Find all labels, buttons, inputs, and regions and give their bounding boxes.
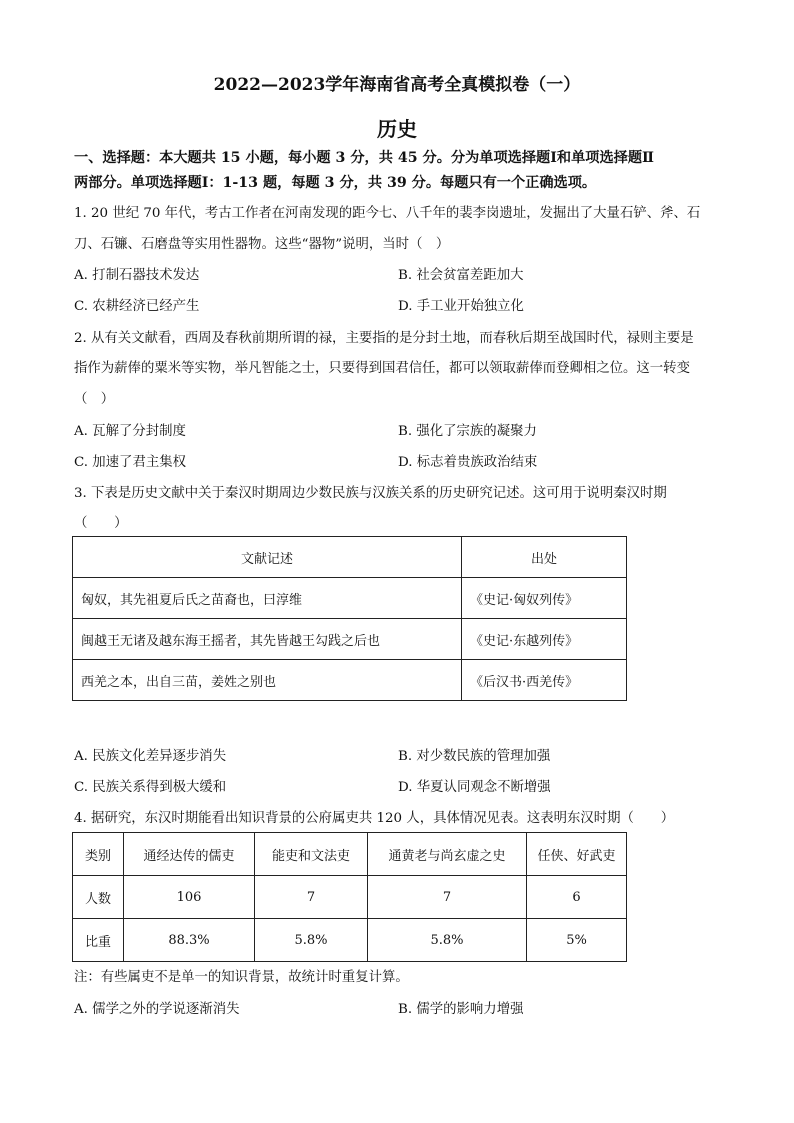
question-2-option-d[interactable]: D. 标志着贵族政治结束 — [398, 455, 538, 470]
question-1-option-c[interactable]: C. 农耕经济已经产生 — [74, 299, 200, 314]
table-row — [73, 578, 627, 619]
table-row — [73, 619, 627, 660]
question-4-line-1: 4. 据研究，东汉时期能看出知识背景的公府属吏共 120 人，具体情况见表。这表明东汉时期（ ） — [74, 811, 675, 826]
table-header-cell: 文献记述 — [73, 537, 462, 578]
question-1-line-2: 刀、石镰、石磨盘等实用性器物。这些“器物”说明，当时（ ） — [74, 237, 450, 252]
table-cell: 任侠、好武吏 — [527, 833, 627, 876]
table-cell: 比重 — [73, 919, 124, 962]
table-row — [73, 833, 627, 876]
table-cell: 能吏和文法吏 — [255, 833, 368, 876]
question-4-option-b[interactable]: B. 儒学的影响力增强 — [398, 1002, 524, 1017]
table-cell: 《史记·东越列传》 — [462, 619, 627, 660]
question-3-option-b[interactable]: B. 对少数民族的管理加强 — [398, 749, 551, 764]
table-cell: 人数 — [73, 876, 124, 919]
table-cell: 《后汉书·西羌传》 — [462, 660, 627, 701]
question-3-option-d[interactable]: D. 华夏认同观念不断增强 — [398, 780, 551, 795]
table-cell: 通经达传的儒吏 — [124, 833, 255, 876]
question-2-line-3: （ ） — [74, 392, 115, 407]
question-3-line-2: （ ） — [74, 516, 128, 531]
table-cell: 88.3% — [124, 919, 255, 962]
table-cell: 西羌之本，出自三苗，姜姓之别也 — [73, 660, 462, 701]
section-instructions-line-1: 一、选择题：本大题共 15 小题，每小题 3 分，共 45 分。分为单项选择题Ⅰ和单项选择题Ⅱ — [74, 150, 654, 166]
table-cell: 5.8% — [368, 919, 527, 962]
question-2-option-a[interactable]: A. 瓦解了分封制度 — [74, 424, 186, 439]
table-cell: 匈奴，其先祖夏后氏之苗裔也，曰淳维 — [73, 578, 462, 619]
question-3-option-c[interactable]: C. 民族关系得到极大缓和 — [74, 780, 227, 795]
question-2-option-c[interactable]: C. 加速了君主集权 — [74, 455, 187, 470]
section-instructions-line-2: 两部分。单项选择题Ⅰ：1-13 题，每题 3 分，共 39 分。每题只有一个正确选项。 — [74, 175, 597, 191]
question-1-option-b[interactable]: B. 社会贫富差距加大 — [398, 268, 524, 283]
question-2-line-1: 2. 从有关文献看，西周及春秋前期所谓的禄，主要指的是分封土地，而春秋后期至战国时代，禄则主要是 — [74, 331, 694, 346]
question-1-option-d[interactable]: D. 手工业开始独立化 — [398, 299, 524, 314]
table-row — [73, 919, 627, 962]
table-cell: 106 — [124, 876, 255, 919]
exam-title: 2022—2023学年海南省高考全真模拟卷（一） — [213, 75, 581, 95]
table-row — [73, 876, 627, 919]
table-row — [73, 660, 627, 701]
table-cell: 5.8% — [255, 919, 368, 962]
table-header-row — [73, 537, 627, 578]
question-1-option-a[interactable]: A. 打制石器技术发达 — [74, 268, 200, 283]
question-3-table — [72, 536, 627, 701]
question-2-option-b[interactable]: B. 强化了宗族的凝聚力 — [398, 424, 537, 439]
question-3-line-1: 3. 下表是历史文献中关于秦汉时期周边少数民族与汉族关系的历史研究记述。这可用于说明秦汉时期 — [74, 486, 667, 501]
question-2-line-2: 指作为薪俸的粟米等实物，举凡智能之士，只要得到国君信任，都可以领取薪俸而登卿相之位。这一转变 — [74, 361, 690, 376]
question-4-note: 注：有些属吏不是单一的知识背景，故统计时重复计算。 — [74, 970, 409, 985]
table-header-cell: 出处 — [462, 537, 627, 578]
table-cell: 5% — [527, 919, 627, 962]
table-cell: 7 — [255, 876, 368, 919]
table-cell: 6 — [527, 876, 627, 919]
question-4-table — [72, 832, 627, 962]
table-cell: 类别 — [73, 833, 124, 876]
question-4-option-a[interactable]: A. 儒学之外的学说逐渐消失 — [74, 1002, 240, 1017]
question-1-line-1: 1. 20 世纪 70 年代，考古工作者在河南发现的距今七、八千年的裴李岗遗址，发掘出了大量石铲、斧、石 — [74, 206, 701, 221]
question-3-option-a[interactable]: A. 民族文化差异逐步消失 — [74, 749, 227, 764]
subject-title: 历史 — [377, 117, 417, 141]
table-cell: 闽越王无诸及越东海王摇者，其先皆越王勾践之后也 — [73, 619, 462, 660]
table-cell: 通黄老与尚玄虚之史 — [368, 833, 527, 876]
table-cell: 《史记·匈奴列传》 — [462, 578, 627, 619]
table-cell: 7 — [368, 876, 527, 919]
